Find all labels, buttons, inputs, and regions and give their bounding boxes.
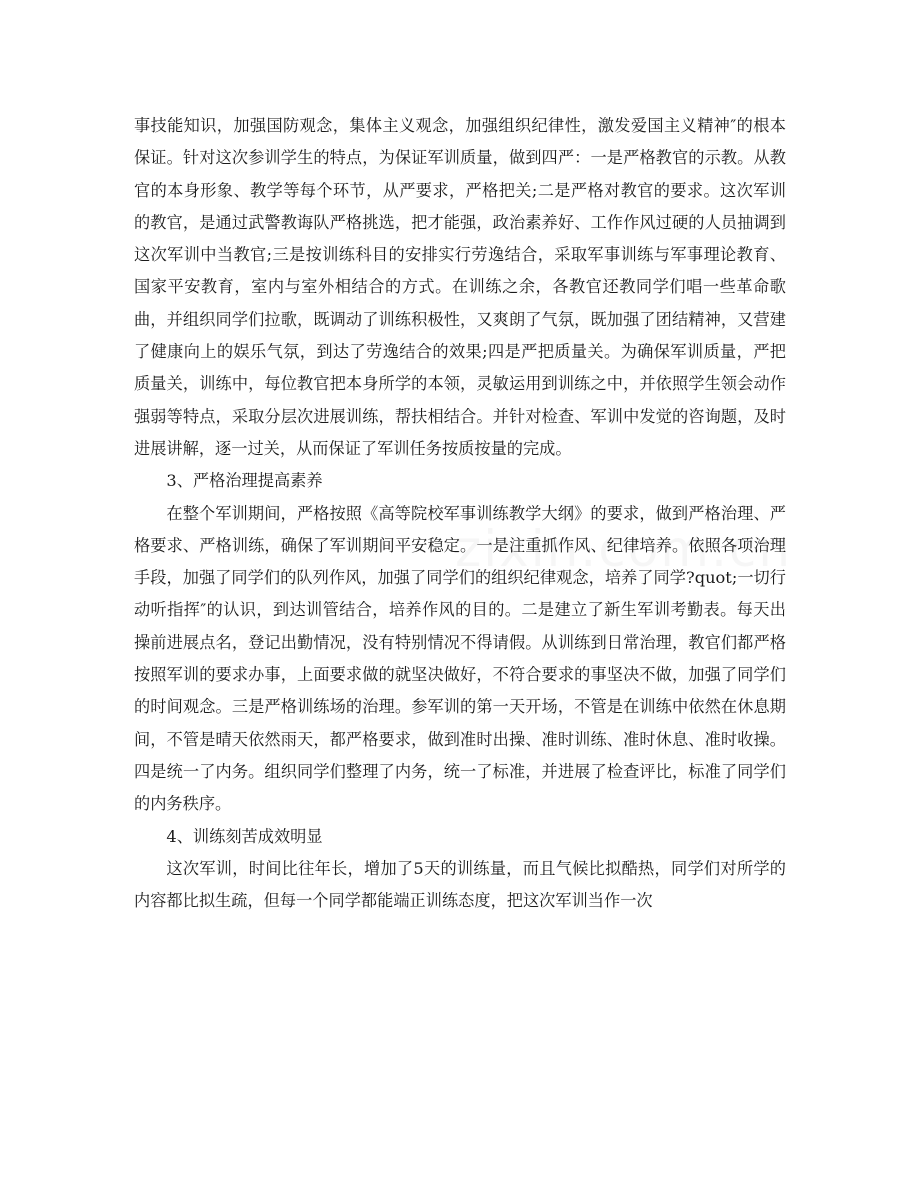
document-body bbox=[134, 110, 786, 917]
body-paragraph: 这次军训，时间比往年长，增加了5天的训练量，而且气候比拟酷热，同学们对所学的内容都比拟生疏，但每一个同学都能端正训练态度，把这次军训当作一次 bbox=[134, 858, 786, 911]
body-paragraph: 在整个军训期间，严格按照《高等院校军事训练教学大纲》的要求，做到严格治理、严格要求、严格训练，确保了军训期间平安稳定。一是注重抓作风、纪律培养。依照各项治理手段，加强了同学们的队列作风，加强了同学们的组织纪律观念，培养了同学?quot;一切行动听指挥″的认识，到达训管结合，培养作风的目的。二是建立了新生军训考勤表。每天出操前进展点名，登记出勤情况，没有特别情况不得请假。从训练到日常治理，教官们都严格按照军训的要求办事，上面要求做的就坚决做好，不符合要求的事坚决不做，加强了同学们的时间观念。三是严格训练场的治理。参军训的第一天开场，不管是在训练中依然在休息期间，不管是晴天依然雨天，都严格要求，做到准时出操、准时训练、准时休息、准时收操。四是统一了内务。组织同学们整理了内务，统一了标准，并进展了检查评比，标准了同学们的内务秩序。 bbox=[134, 503, 786, 814]
section-heading-3: 3、严格治理提高素养 bbox=[166, 471, 323, 491]
body-paragraph: 事技能知识，加强国防观念，集体主义观念，加强组织纪律性，激发爱国主义精神″的根本保证。针对这次参训学生的特点，为保证军训质量，做到四严：一是严格教官的示教。从教官的本身形象、教学等每个环节，从严要求，严格把关;二是严格对教官的要求。这次军训的教官，是通过武警教诲队严格挑选，把才能强，政治素养好、工作作风过硬的人员抽调到这次军训中当教官;三是按训练科目的安排实行劳逸结合，采取军事训练与军事理论教育、国家平安教育，室内与室外相结合的方式。在训练之余，各教官还教同学们唱一些革命歌曲，并组织同学们拉歌，既调动了训练积极性，又爽朗了气氛，既加强了团结精神，又营建了健康向上的娱乐气氛，到达了劳逸结合的效果;四是严把质量关。为确保军训质量，严把质量关，训练中，每位教官把本身所学的本领，灵敏运用到训练之中，并依照学生领会动作强弱等特点，采取分层次进展训练，帮扶相结合。并针对检查、军训中发觉的咨询题，及时进展讲解，逐一过关，从而保证了军训任务按质按量的完成。 bbox=[134, 116, 786, 458]
section-heading-4: 4、训练刻苦成效明显 bbox=[166, 826, 323, 846]
